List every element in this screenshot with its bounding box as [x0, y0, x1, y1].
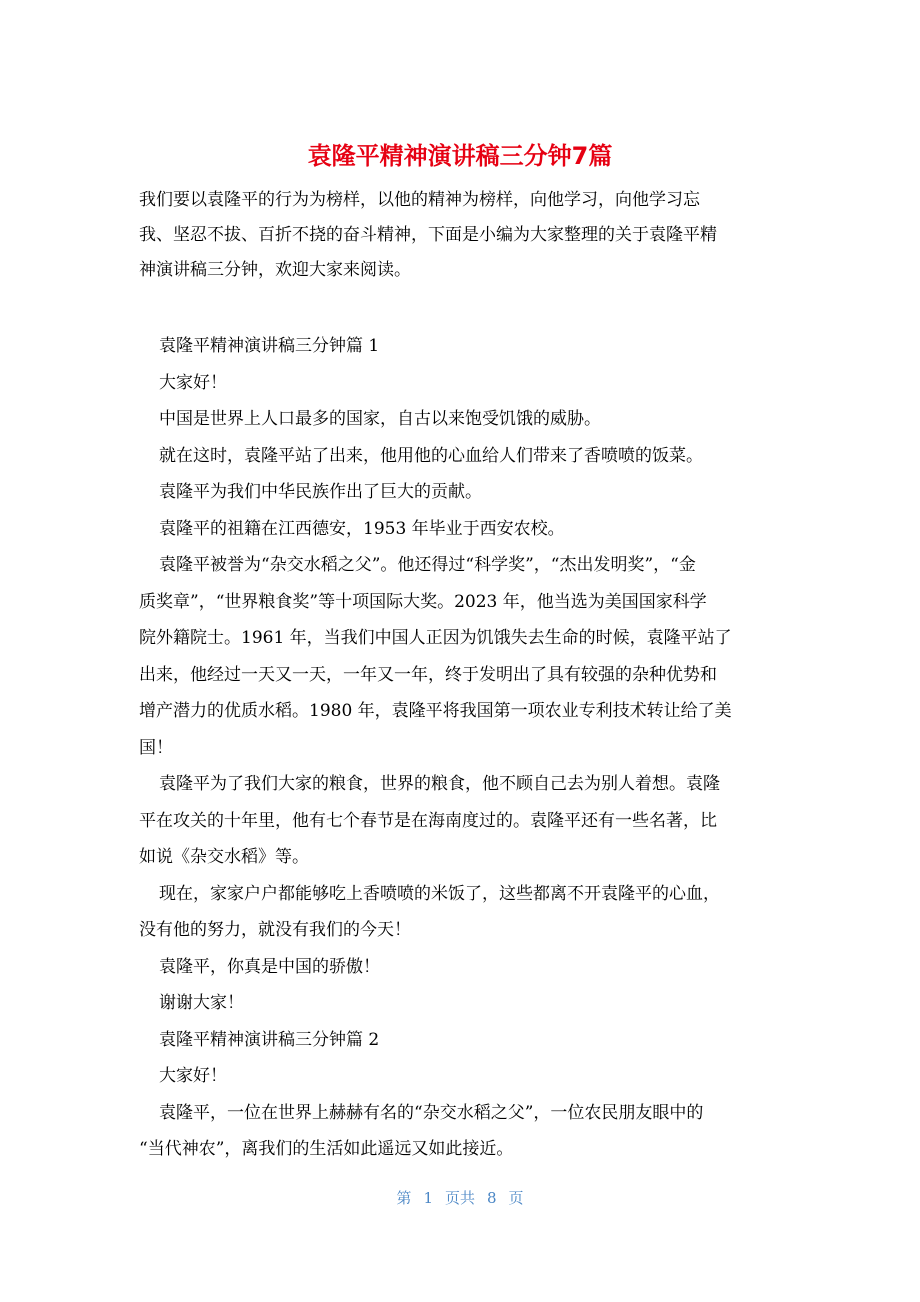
footer-page-current: 1: [423, 1189, 433, 1207]
intro-paragraph: [139, 183, 781, 288]
footer-mid: 页共: [444, 1189, 475, 1207]
paragraph-line: 袁隆平被誉为“杂交水稻之父”。他还得过“科学奖”，“杰出发明奖”，“金: [159, 555, 696, 575]
paragraph-line: “当代神农”，离我们的生活如此遥远又如此接近。: [139, 1139, 514, 1159]
paragraph-line: 袁隆平精神演讲稿三分钟篇 2: [159, 1029, 380, 1050]
body-paragraph: [139, 1058, 784, 1095]
body-paragraph: [139, 766, 784, 876]
body-paragraph: [139, 547, 784, 766]
body-paragraph: [139, 401, 784, 438]
paragraph-line: 没有他的努力，就没有我们的今天！: [139, 920, 411, 940]
paragraph-line: 中国是世界上人口最多的国家，自古以来饱受饥饿的威胁。: [159, 409, 601, 429]
document-title: 袁隆平精神演讲稿三分钟7篇: [307, 142, 613, 170]
body-paragraph: [139, 328, 784, 365]
body-paragraph: [139, 876, 784, 949]
paragraph-line: 现在，家家户户都能够吃上香喷喷的米饭了，这些都离不开袁隆平的心血，: [159, 883, 720, 904]
body-paragraph: [139, 1022, 784, 1059]
paragraph-line: 就在这时，袁隆平站了出来，他用他的心血给人们带来了香喷喷的饭菜。: [159, 445, 703, 466]
paragraph-line: 袁隆平的祖籍在江西德安，1953 年毕业于西安农校。: [159, 518, 565, 539]
body-paragraph: [139, 511, 784, 548]
paragraph-line: 谢谢大家！: [159, 993, 244, 1013]
paragraph-line: 袁隆平为我们中华民族作出了巨大的贡献。: [159, 482, 482, 502]
paragraph-line: 袁隆平，一位在世界上赫赫有名的“杂交水稻之父”，一位农民朋友眼中的: [159, 1102, 704, 1123]
body-paragraph: [139, 474, 784, 511]
intro-line: 我们要以袁隆平的行为为榜样，以他的精神为榜样，向他学习，向他学习忘: [139, 190, 700, 210]
body-paragraph: [139, 985, 784, 1022]
paragraph-line: 出来，他经过一天又一天，一年又一年，终于发明出了具有较强的杂种优势和: [139, 664, 717, 685]
body-paragraph: [139, 438, 784, 475]
intro-line: 我、坚忍不拔、百折不挠的奋斗精神，下面是小编为大家整理的关于袁隆平精: [139, 225, 717, 245]
document-body: [139, 328, 784, 1168]
paragraph-line: 增产潜力的优质水稻。1980 年，袁隆平将我国第一项农业专利技术转让给了美: [139, 701, 732, 721]
paragraph-line: 国！: [139, 737, 173, 758]
body-paragraph: [139, 949, 784, 986]
intro-line: 神演讲稿三分钟，欢迎大家来阅读。: [139, 260, 411, 280]
paragraph-line: 袁隆平，你真是中国的骄傲！: [159, 956, 380, 977]
footer-prefix: 第: [396, 1189, 412, 1207]
body-paragraph: [139, 365, 784, 402]
paragraph-line: 质奖章”，“世界粮食奖”等十项国际大奖。2023 年，他当选为美国国家科学: [139, 591, 707, 612]
footer-suffix: 页: [508, 1189, 524, 1207]
body-paragraph: [139, 1095, 784, 1168]
paragraph-line: 袁隆平为了我们大家的粮食，世界的粮食，他不顾自己去为别人着想。袁隆: [159, 774, 720, 794]
paragraph-line: 平在攻关的十年里，他有七个春节是在海南度过的。袁隆平还有一些名著，比: [139, 810, 717, 831]
footer-page-total: 8: [487, 1189, 497, 1207]
paragraph-line: 如说《杂交水稻》等。: [139, 847, 309, 867]
paragraph-line: 大家好！: [159, 372, 227, 393]
paragraph-line: 袁隆平精神演讲稿三分钟篇 1: [159, 336, 380, 356]
page-footer: [0, 1184, 920, 1212]
paragraph-line: 院外籍院士。1961 年，当我们中国人正因为饥饿失去生命的时候，袁隆平站了: [139, 628, 732, 648]
paragraph-line: 大家好！: [159, 1066, 227, 1086]
